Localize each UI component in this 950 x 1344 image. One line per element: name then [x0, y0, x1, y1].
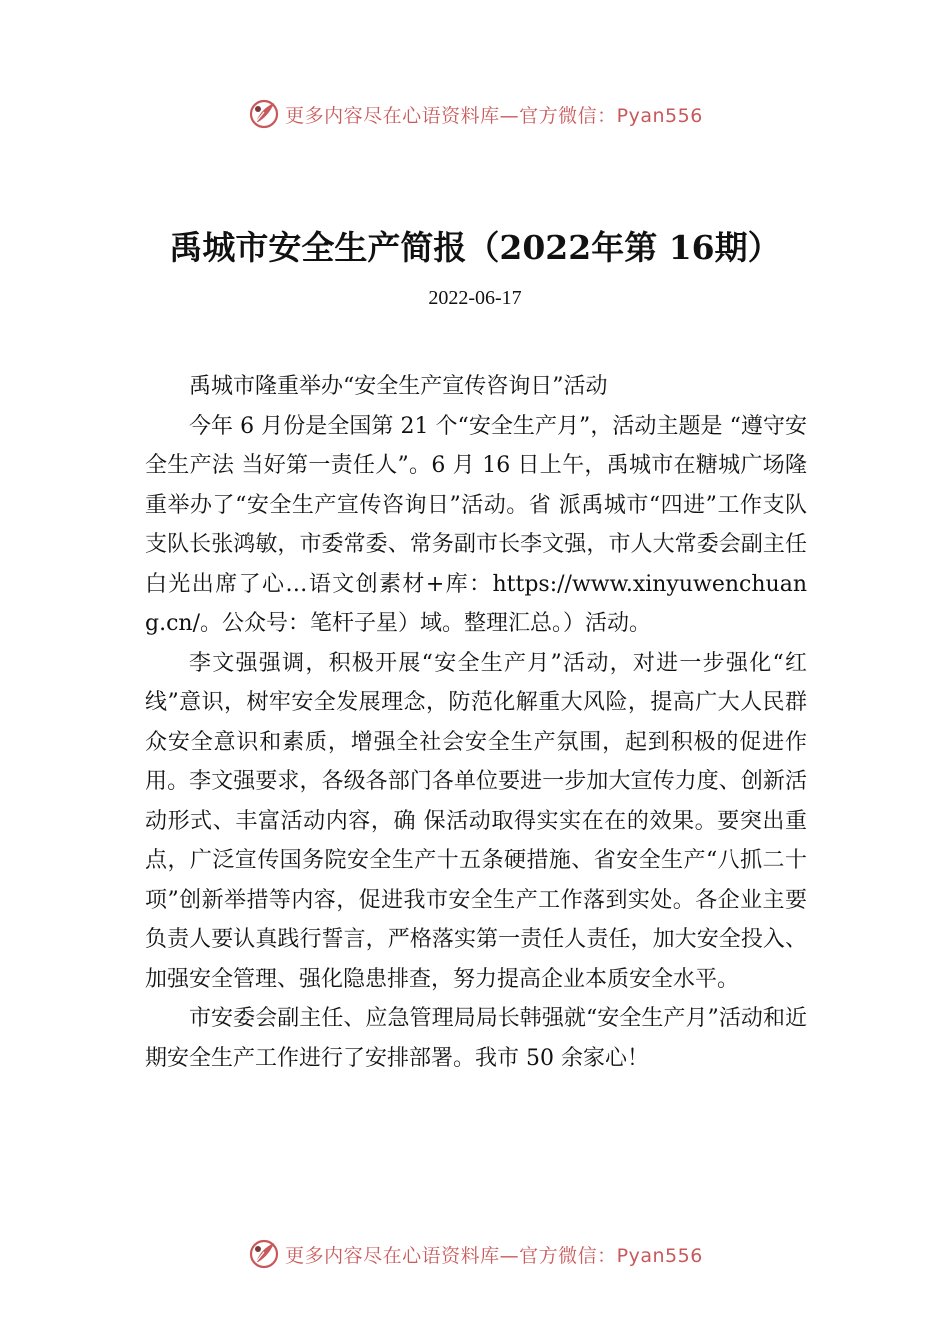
article-paragraph: 李文强强调，积极开展“安全生产月”活动，对进一步强化“红线”意识，树牢安全发展理念，防范化解重大风险，提高广大人民群众安全意识和素质，增强全社会安全生产氛围，起到积极的促进作用。李文强要求，各级各部门各单位要进一步加大宣传力度、创新活动形式、丰富活动内容，确 保活动取得实实在在的效果。要突出重点，广泛宣传国务院安全生产十五条硬措施、省安全生产“八抓二十项”创新举措等内容，促进我市安全生产工作落到实处。各企业主要负责人要认真践行誓言，严格落实第一责任人责任，加大安全投入、加强安全管理、强化隐患排查，努力提高企业本质安全水平。: [145, 650, 807, 992]
watermark-text: 更多内容尽在心语资料库—官方微信：Pyan556: [285, 104, 703, 127]
article-paragraph: 今年 6 月份是全国第 21 个“安全生产月”，活动主题是 “遵守安全生产法 当好第一责任人”。6 月 16 日上午，禹城市在糖城广场隆重举办了“安全生产宣传咨询日”活动。省 派禹城市“四进”工作支队支队长张鸿敏，市委常委、常务副市长李文强，市人大常委会副主任白光出席了心…语文创素材+库：https://www.xinyuwenchuang.cn/。公众号：笔杆子星）域。整理汇总。）活动。: [145, 413, 807, 636]
article-subheading: 禹城市隆重举办“安全生产宣传咨询日”活动: [189, 374, 608, 399]
watermark-text: 更多内容尽在心语资料库—官方微信：Pyan556: [285, 1244, 703, 1267]
article-paragraph: 市安委会副主任、应急管理局局长韩强就“安全生产月”活动和近期安全生产工作进行了安排部署。我市 50 余家心！: [145, 1006, 807, 1071]
quill-pen-icon: [247, 1237, 281, 1271]
document-title: 禹城市安全生产简报（2022年第 16期）: [169, 228, 781, 267]
document-date: 2022-06-17: [428, 287, 522, 309]
footer-watermark-banner: [0, 1234, 950, 1274]
article-body: [145, 367, 807, 1078]
quill-pen-icon: [247, 97, 281, 131]
header-watermark-banner: [0, 94, 950, 134]
